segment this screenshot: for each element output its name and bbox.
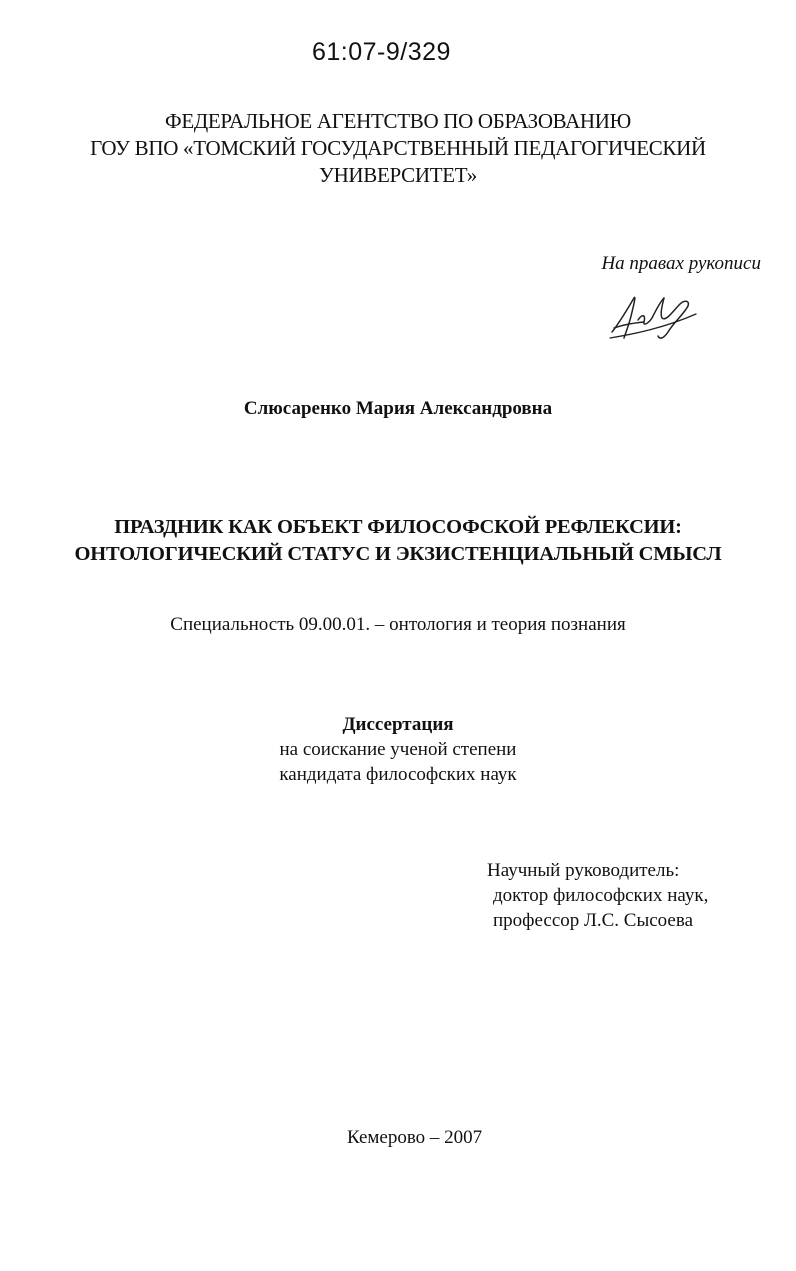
university-line-end: УНИВЕРСИТЕТ» (319, 163, 477, 187)
handwritten-signature (604, 292, 704, 344)
archive-code: 61:07-9/329 (312, 38, 451, 66)
agency-header (0, 108, 796, 189)
author-name: Слюсаренко Мария Александровна (243, 398, 553, 419)
city-year: Кемерово – 2007 (347, 1127, 483, 1148)
degree-line-2: кандидата философских наук (279, 764, 517, 785)
manuscript-note: На правах рукописи (601, 253, 761, 274)
supervisor-degree: доктор философских наук, (493, 885, 709, 906)
degree-block (0, 712, 796, 787)
specialty: Специальность 09.00.01. – онтология и теория познания (170, 614, 626, 635)
supervisor-block (487, 858, 708, 933)
dissertation-title (0, 514, 796, 568)
agency-line: ФЕДЕРАЛЬНОЕ АГЕНТСТВО ПО ОБРАЗОВАНИЮ (165, 109, 631, 133)
university-line: ГОУ ВПО «ТОМСКИЙ ГОСУДАРСТВЕННЫЙ ПЕДАГОГИЧЕСКИЙ (90, 136, 706, 160)
supervisor-name: профессор Л.С. Сысоева (493, 910, 694, 931)
title-line-2: ОНТОЛОГИЧЕСКИЙ СТАТУС И ЭКЗИСТЕНЦИАЛЬНЫЙ СМЫСЛ (74, 543, 722, 565)
supervisor-label: Научный руководитель: (487, 860, 680, 881)
title-line-1: ПРАЗДНИК КАК ОБЪЕКТ ФИЛОСОФСКОЙ РЕФЛЕКСИИ: (114, 516, 682, 538)
degree-line-1: на соискание ученой степени (279, 739, 517, 760)
degree-heading: Диссертация (342, 714, 454, 735)
